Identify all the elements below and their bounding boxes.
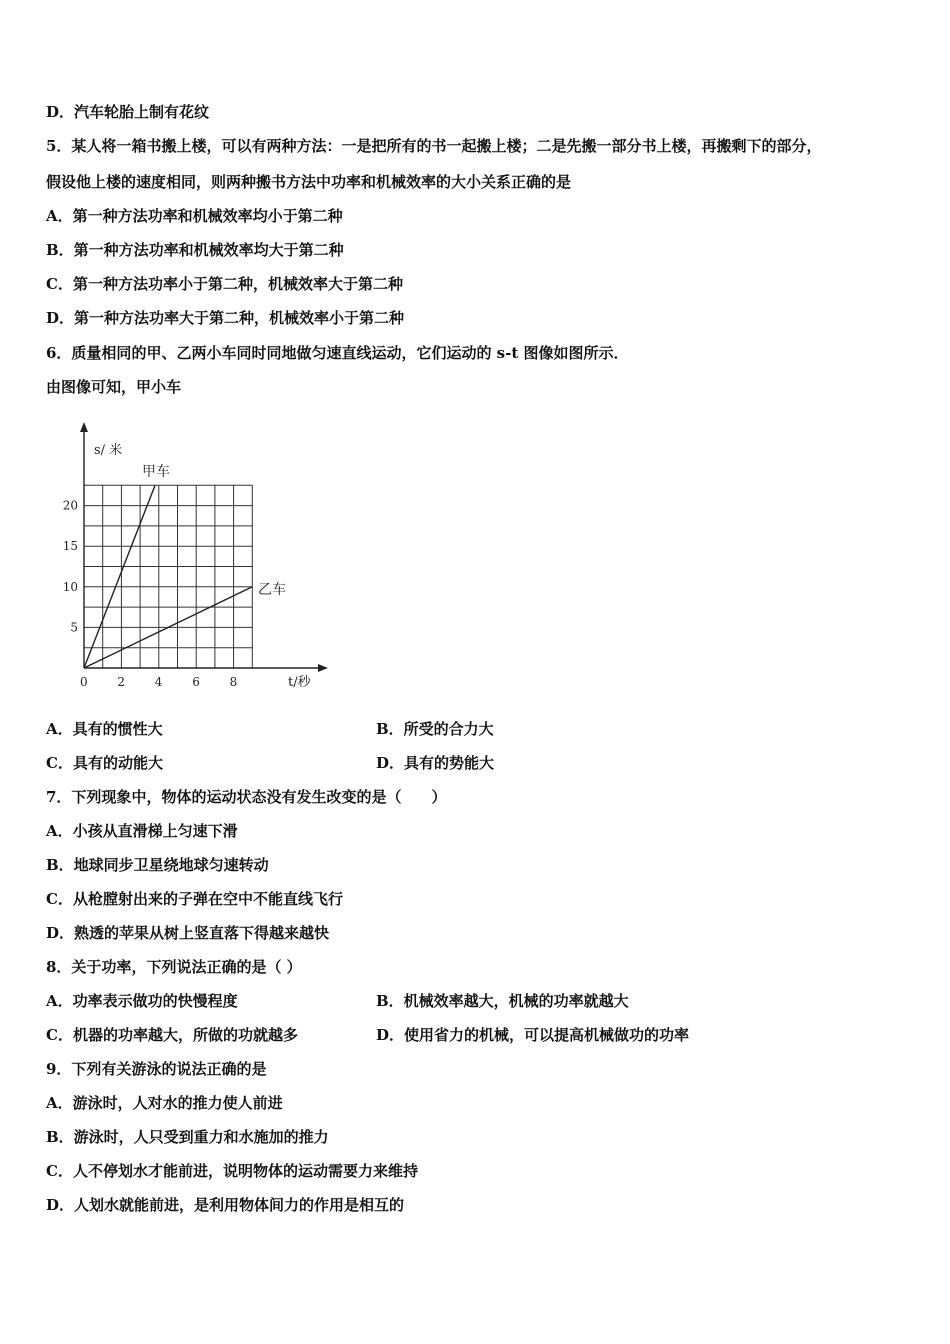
q8-option-d: D．使用省力的机械，可以提高机械做功的功率 [376, 1026, 690, 1044]
q9-option-c: C．人不停划水才能前进，说明物体的运动需要力来维持 [46, 1162, 418, 1180]
series-label-jia: 甲车 [142, 464, 170, 480]
q7-option-b: B．地球同步卫星绕地球匀速转动 [46, 856, 269, 874]
q8-option-b: B．机械效率越大，机械的功率就越大 [376, 992, 629, 1010]
x-tick-label: 8 [229, 675, 238, 689]
q6-option-c: C．具有的动能大 [46, 754, 163, 772]
q5-option-b: B．第一种方法功率和机械效率均大于第二种 [46, 241, 344, 259]
chart-grid [84, 485, 252, 668]
x-tick-label: 0 [80, 675, 88, 689]
q5-option-c: C．第一种方法功率小于第二种，机械效率大于第二种 [46, 275, 403, 293]
q6-stem-line2: 由图像可知，甲小车 [46, 378, 182, 396]
q4-option-d: D．汽车轮胎上制有花纹 [46, 103, 210, 121]
chart-series [84, 485, 252, 668]
q5-option-d: D．第一种方法功率大于第二种，机械效率小于第二种 [46, 309, 405, 327]
x-axis-label: t/秒 [288, 675, 311, 690]
q9-stem: 9．下列有关游泳的说法正确的是 [46, 1060, 267, 1078]
q7-option-a: A．小孩从直滑梯上匀速下滑 [46, 822, 238, 840]
y-tick-label: 5 [70, 620, 78, 635]
series-line-jia [84, 485, 155, 668]
q6-option-d: D．具有的势能大 [376, 754, 495, 772]
y-tick-label: 10 [62, 579, 78, 594]
q5-stem-line1: 5．某人将一箱书搬上楼，可以有两种方法：一是把所有的书一起搬上楼；二是先搬一部分书上楼，再搬剩下的部分， [46, 137, 822, 155]
q9-option-a: A．游泳时，人对水的推力使人前进 [46, 1094, 283, 1112]
x-axis-arrow [318, 664, 328, 672]
y-axis-arrow [80, 422, 88, 432]
q6-stem-line1: 6．质量相同的甲、乙两小车同时同地做匀速直线运动，它们运动的 s-t 图像如图所示． [46, 344, 629, 362]
x-tick-label: 6 [192, 675, 200, 689]
series-label-yi: 乙车 [258, 582, 286, 598]
q8-option-c: C．机器的功率越大，所做的功就越多 [46, 1026, 298, 1044]
chart-ticks [63, 499, 238, 689]
q6-option-b: B．所受的合力大 [376, 720, 494, 738]
q9-option-d: D．人划水就能前进，是利用物体间力的作用是相互的 [46, 1196, 405, 1214]
q8-option-a: A．功率表示做功的快慢程度 [46, 992, 238, 1010]
chart-axes [80, 422, 328, 672]
q9-option-b: B．游泳时，人只受到重力和水施加的推力 [46, 1128, 329, 1146]
q7-option-d: D．熟透的苹果从树上竖直落下得越来越快 [46, 924, 330, 942]
q7-option-c: C．从枪膛射出来的子弹在空中不能直线飞行 [46, 890, 343, 908]
x-tick-label: 4 [154, 675, 163, 689]
q7-stem: 7．下列现象中，物体的运动状态没有发生改变的是（ ） [46, 788, 447, 806]
q5-option-a: A．第一种方法功率和机械效率均小于第二种 [46, 207, 343, 225]
q8-stem: 8．关于功率，下列说法正确的是（ ） [46, 958, 302, 976]
q6-option-a: A．具有的惯性大 [46, 720, 163, 738]
q5-stem-line2: 假设他上楼的速度相同，则两种搬书方法中功率和机械效率的大小关系正确的是 [46, 173, 572, 191]
y-axis-label: s/ 米 [94, 443, 123, 458]
x-tick-label: 2 [117, 675, 126, 689]
y-tick-label: 20 [62, 498, 78, 513]
y-tick-label: 15 [62, 539, 78, 554]
st-graph [40, 418, 340, 698]
